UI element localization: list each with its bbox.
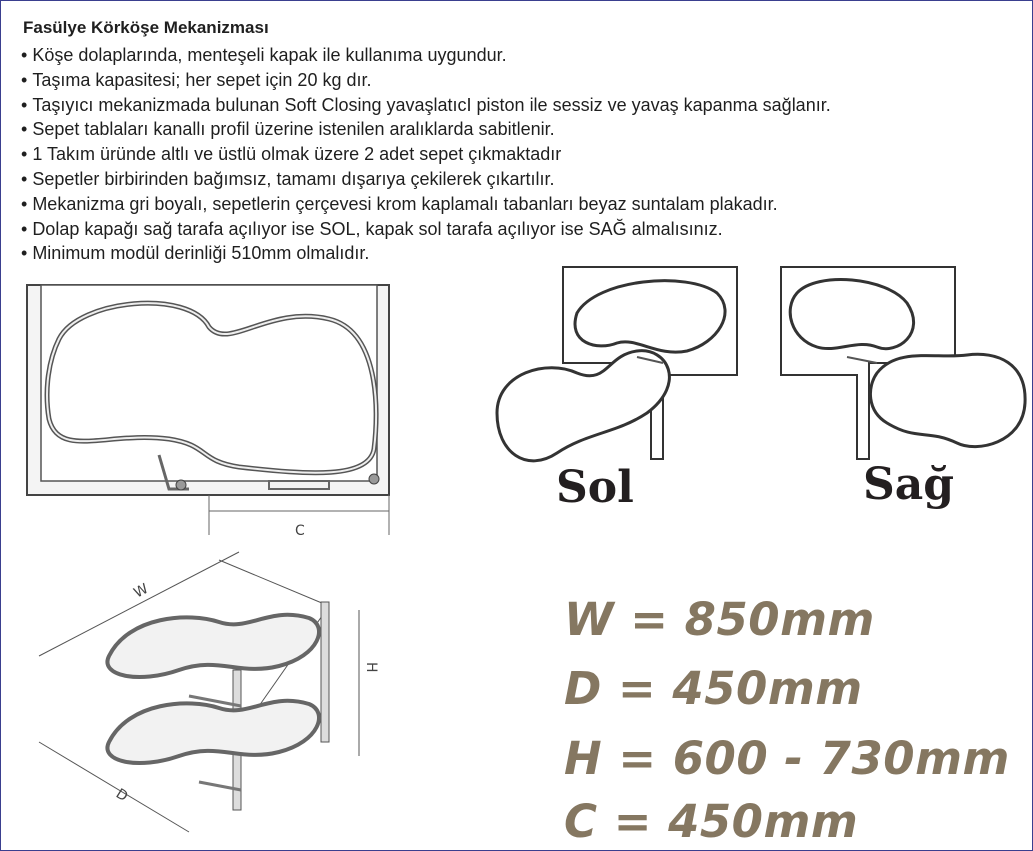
dimension-label-c: C	[295, 523, 305, 539]
feature-item: • Taşıyıcı mekanizmada bulunan Soft Closing yavaşlatıcI piston ile sessiz ve yavaş kapanma sağlanır.	[21, 93, 831, 118]
variant-label-right: Sağ	[863, 459, 955, 510]
product-title: Fasülye Körköşe Mekanizması	[23, 18, 269, 37]
dimension-value-h: H = 600 - 730mm	[564, 732, 1010, 785]
feature-item: • 1 Takım üründe altlı ve üstlü olmak üzere 2 adet sepet çıkmaktadır	[21, 142, 831, 167]
top-view-drawing	[19, 279, 399, 541]
feature-item: • Sepetler birbirinden bağımsız, tamamı dışarıya çekilerek çıkartılır.	[21, 167, 831, 192]
feature-list	[21, 43, 831, 266]
feature-item: • Sepet tablaları kanallı profil üzerine istenilen aralıklarda sabitlenir.	[21, 117, 831, 142]
feature-item: • Minimum modül derinliği 510mm olmalıdır.	[21, 241, 831, 266]
right-variant-drawing	[777, 263, 1033, 477]
dimension-label-w: W	[131, 580, 152, 602]
dimension-label-h: H	[363, 662, 379, 673]
dimension-label-d: D	[112, 785, 131, 806]
isometric-drawing	[29, 546, 389, 838]
dimension-value-w: W = 850mm	[564, 593, 875, 646]
feature-item: • Taşıma kapasitesi; her sepet için 20 kg dır.	[21, 68, 831, 93]
feature-item: • Mekanizma gri boyalı, sepetlerin çerçevesi krom kaplamalı tabanları beyaz suntalam plakadır.	[21, 192, 831, 217]
feature-item: • Köşe dolaplarında, menteşeli kapak ile kullanıma uygundur.	[21, 43, 831, 68]
variant-label-left: Sol	[556, 462, 634, 513]
left-variant-drawing	[487, 263, 743, 477]
dimension-value-c: C = 450mm	[564, 795, 859, 848]
feature-item: • Dolap kapağı sağ tarafa açılıyor ise SOL, kapak sol tarafa açılıyor ise SAĞ almalısınız.	[21, 217, 831, 242]
dimension-value-d: D = 450mm	[564, 662, 863, 715]
